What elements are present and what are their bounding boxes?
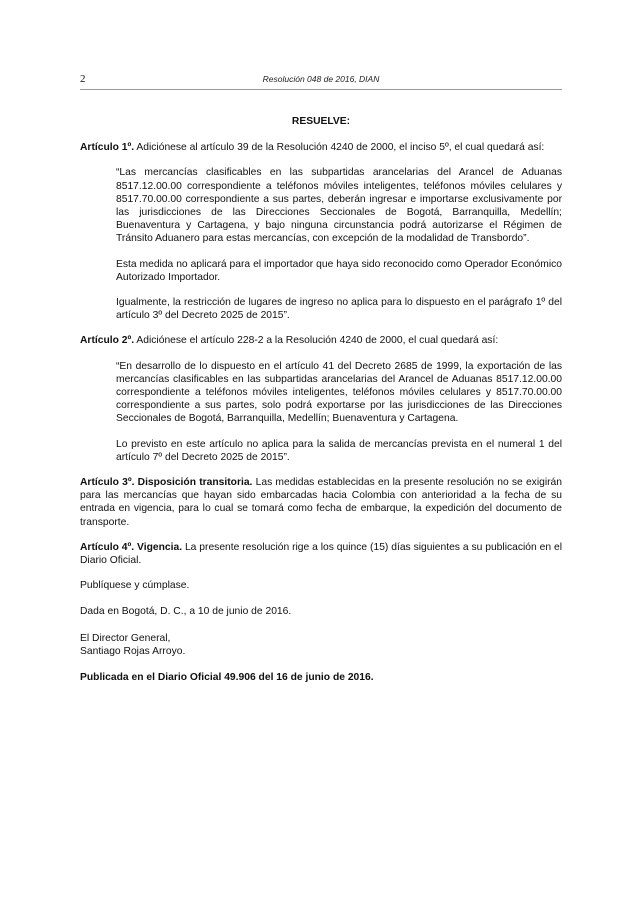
article-1-quote-1: “Las mercancías clasificables en las subpartidas arancelarias del Arancel de Aduanas 8517.12.00.00 correspondiente a teléfonos móviles inteligentes, teléfonos móviles celulares y 8517.70.00.00 correspondiente a sus partes, deberán ingresar e importarse exclusivamente por las jurisdicciones de las Direcciones Seccionales de Bogotá, Barranquilla, Medellín; Buenaventura y Cartagena, y bajo ninguna circunstancia podrá autorizarse el Régimen de Tránsito Aduanero para estas mercancías, con excepción de la modalidad de Transbordo”.: [116, 167, 562, 245]
resolution-heading: RESUELVE:: [291, 116, 351, 127]
publish-order: Publíquese y cúmplase.: [80, 580, 190, 592]
signer-name: Santiago Rojas Arroyo.: [80, 645, 186, 657]
article-4-text: La presente resolución rige a los quince (15) días siguientes a su publicación en el Diario Oficial.: [80, 541, 562, 567]
article-2-quote-2: Lo previsto en este artículo no aplica para la salida de mercancías prevista en el numeral 1 del artículo 7º del Decreto 2025 de 2015”.: [116, 438, 562, 463]
article-3-label: Artículo 3º. Disposición transitoria.: [80, 477, 253, 489]
article-3-text: Las medidas establecidas en la presente resolución no se exigirán para las mercancías que hayan sido embarcadas hacia Colombia con anterioridad a la fecha de su entrada en vigencia, para lo cual se tomará como fecha de embarque, la expedición del documento de transporte.: [80, 477, 563, 528]
article-1-label: Artículo 1º.: [80, 142, 135, 154]
article-4-label: Artículo 4º. Vigencia.: [80, 541, 183, 553]
article-3: [80, 476, 562, 529]
article-2: [80, 334, 562, 347]
article-1-quote-3: Igualmente, la restricción de lugares de ingreso no aplica para lo dispuesto en el parágrafo 1º del artículo 3º del Decreto 2025 de 2015”.: [116, 297, 562, 322]
article-2-quote-1: “En desarrollo de lo dispuesto en el artículo 41 del Decreto 2685 de 1999, la exportación de las mercancías clasificables en las subpartidas arancelarias del Arancel de Aduanas 8517.12.00.00 correspondiente a teléfonos móviles inteligentes, teléfonos móviles celulares y 8517.70.00.00 correspondiente a sus partes, solo podrá exportarse por las jurisdicciones de las Direcciones Seccionales de Bogotá, Barranquilla, Medellín; Buenaventura y Cartagena.: [116, 360, 562, 425]
article-2-label: Artículo 2º.: [80, 335, 135, 347]
article-1-text: Adiciónese al artículo 39 de la Resolución 4240 de 2000, el inciso 5º, el cual quedará así:: [134, 142, 545, 154]
document-body: [80, 115, 562, 684]
running-title: Resolución 048 de 2016, DIAN: [262, 74, 380, 84]
article-2-text: Adiciónese el artículo 228-2 a la Resolución 4240 de 2000, el cual quedará así:: [134, 335, 499, 347]
publication-note: Publicada en el Diario Oficial 49.906 del 16 de junio de 2016.: [80, 672, 374, 684]
article-1-quote-2: Esta medida no aplicará para el importador que haya sido reconocido como Operador Económico Autorizado Importador.: [116, 258, 562, 283]
article-1: [80, 141, 562, 154]
page-number: 2: [80, 73, 86, 85]
given-date: Dada en Bogotá, D. C., a 10 de junio de 2016.: [80, 606, 292, 618]
page-header: [80, 73, 562, 90]
article-4: [80, 541, 562, 567]
signer-title: El Director General,: [80, 632, 171, 644]
